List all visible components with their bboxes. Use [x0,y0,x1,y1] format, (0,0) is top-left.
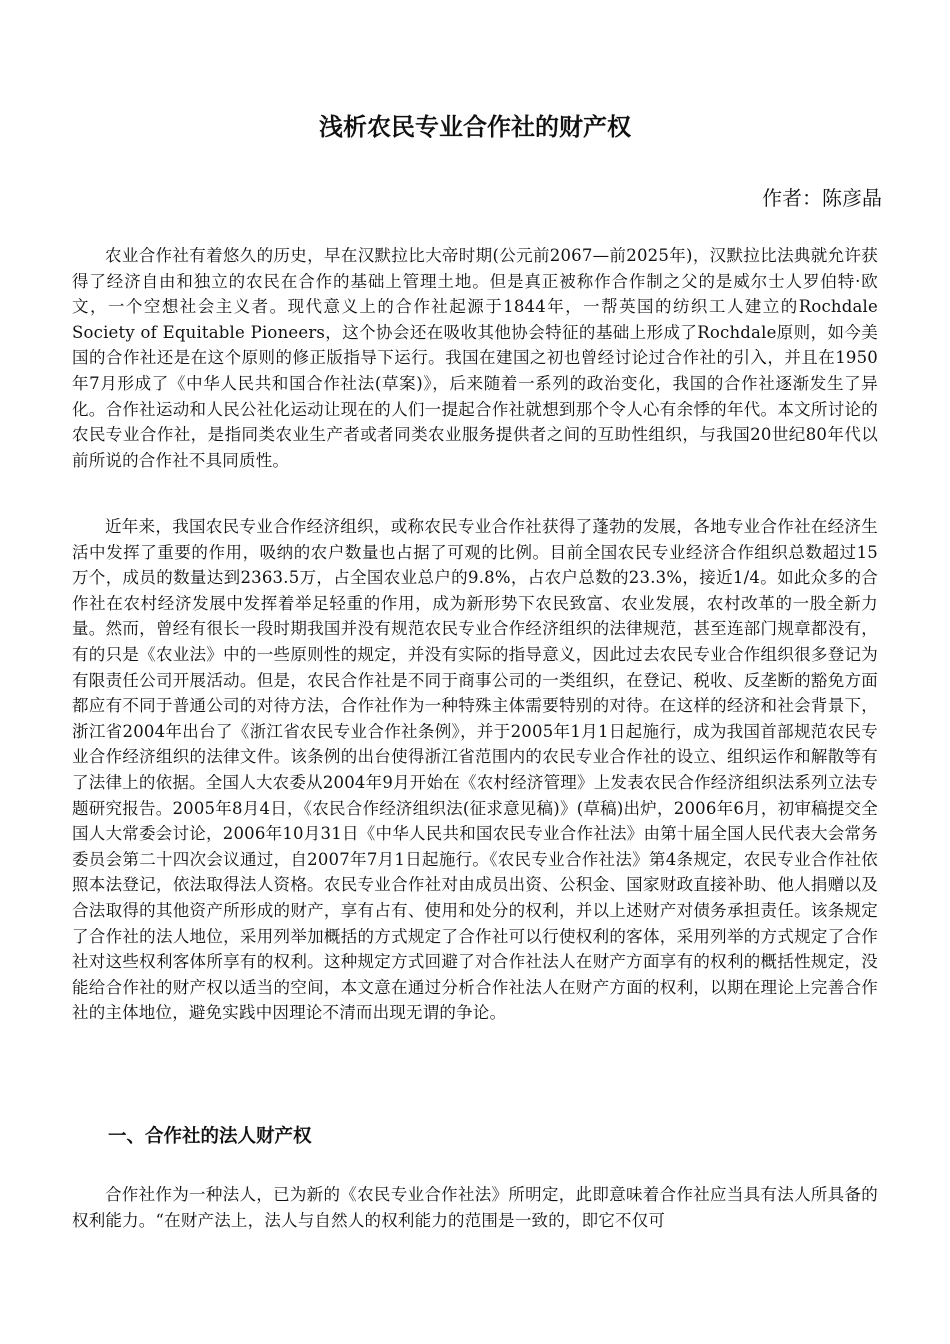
section-paragraph: 合作社作为一种法人，已为新的《农民专业合作社法》所明定，此即意味着合作社应当具有法人所具备的权利能力。“在财产法上，法人与自然人的权利能力的范围是一致的，即它不仅可 [72,1185,878,1230]
body-paragraph: 农业合作社有着悠久的历史，早在汉默拉比大帝时期(公元前2067—前2025年)，汉默拉比法典就允许获得了经济自由和独立的农民在合作的基础上管理土地。但是真正被称作合作制之父的是威尔士人罗伯特·欧文，一个空想社会主义者。现代意义上的合作社起源于1844年，一帮英国的纺织工人建立的Rochdale Society of Equitable Pioneers，这个协会还在吸收其他协会特征的基础上形成了Rochdale原则，如今美国的合作社还是在这个原则的修正版指导下运行。我国在建国之初也曾经讨论过合作社的引入，并且在1950年7月形成了《中华人民共和国合作社法(草案)》，后来随着一系列的政治变化，我国的合作社逐渐发生了异化。合作社运动和人民公社化运动让现在的人们一提起合作社就想到那个令人心有余悸的年代。本文所讨论的农民专业合作社，是指同类农业生产者或者同类农业服务提供者之间的互助性组织，与我国20世纪80年代以前所说的合作社不具同质性。 [72,246,878,470]
section-heading: 一、合作社的法人财产权 [108,1126,312,1147]
document-title: 浅析农民专业合作社的财产权 [319,113,631,141]
author-line: 作者：陈彦晶 [762,186,882,210]
body-paragraph: 近年来，我国农民专业合作经济组织，或称农民专业合作社获得了蓬勃的发展，各地专业合作社在经济生活中发挥了重要的作用，吸纳的农户数量也占据了可观的比例。目前全国农民专业经济合作组织总数超过15万个，成员的数量达到2363.5万，占全国农业总户的9.8%，占农户总数的23.3%，接近1/4。如此众多的合作社在农村经济发展中发挥着举足轻重的作用，成为新形势下农民致富、农业发展，农村改革的一股全新力量。然而，曾经有很长一段时期我国并没有规范农民专业合作经济组织的法律规范，甚至连部门规章都没有，有的只是《农业法》中的一些原则性的规定，并没有实际的指导意义，因此过去农民专业合作组织很多登记为有限责任公司开展活动。但是，农民合作社是不同于商事公司的一类组织，在登记、税收、反垄断的豁免方面都应有不同于普通公司的对待方法，合作社作为一种特殊主体需要特别的对待。在这样的经济和社会背景下，浙江省2004年出台了《浙江省农民专业合作社条例》，并于2005年1月1日起施行，成为我国首部规范农民专业合作经济组织的法律文件。该条例的出台使得浙江省范围内的农民专业合作社的设立、组织运作和解散等有了法律上的依据。全国人大农委从2004年9月开始在《农村经济管理》上发表农民合作经济组织法系列立法专题研究报告。2005年8月4日，《农民合作经济组织法(征求意见稿)》(草稿)出炉，2006年6月，初审稿提交全国人大常委会讨论，2006年10月31日《中华人民共和国农民专业合作社法》由第十届全国人民代表大会常务委员会第二十四次会议通过，自2007年7月1日起施行。《农民专业合作社法》第4条规定，农民专业合作社依照本法登记，依法取得法人资格。农民专业合作社对由成员出资、公积金、国家财政直接补助、他人捐赠以及合法取得的其他资产所形成的财产，享有占有、使用和处分的权利，并以上述财产对债务承担责任。该条规定了合作社的法人地位，采用列举加概括的方式规定了合作社可以行使权利的客体，采用列举的方式规定了合作社对这些权利客体所享有的权利。这种规定方式回避了对合作社法人在财产方面享有的权利的概括性规定，没能给合作社的财产权以适当的空间，本文意在通过分析合作社法人在财产方面的权利，以期在理论上完善合作社的主体地位，避免实践中因理论不清而出现无谓的争论。 [72,517,878,1023]
